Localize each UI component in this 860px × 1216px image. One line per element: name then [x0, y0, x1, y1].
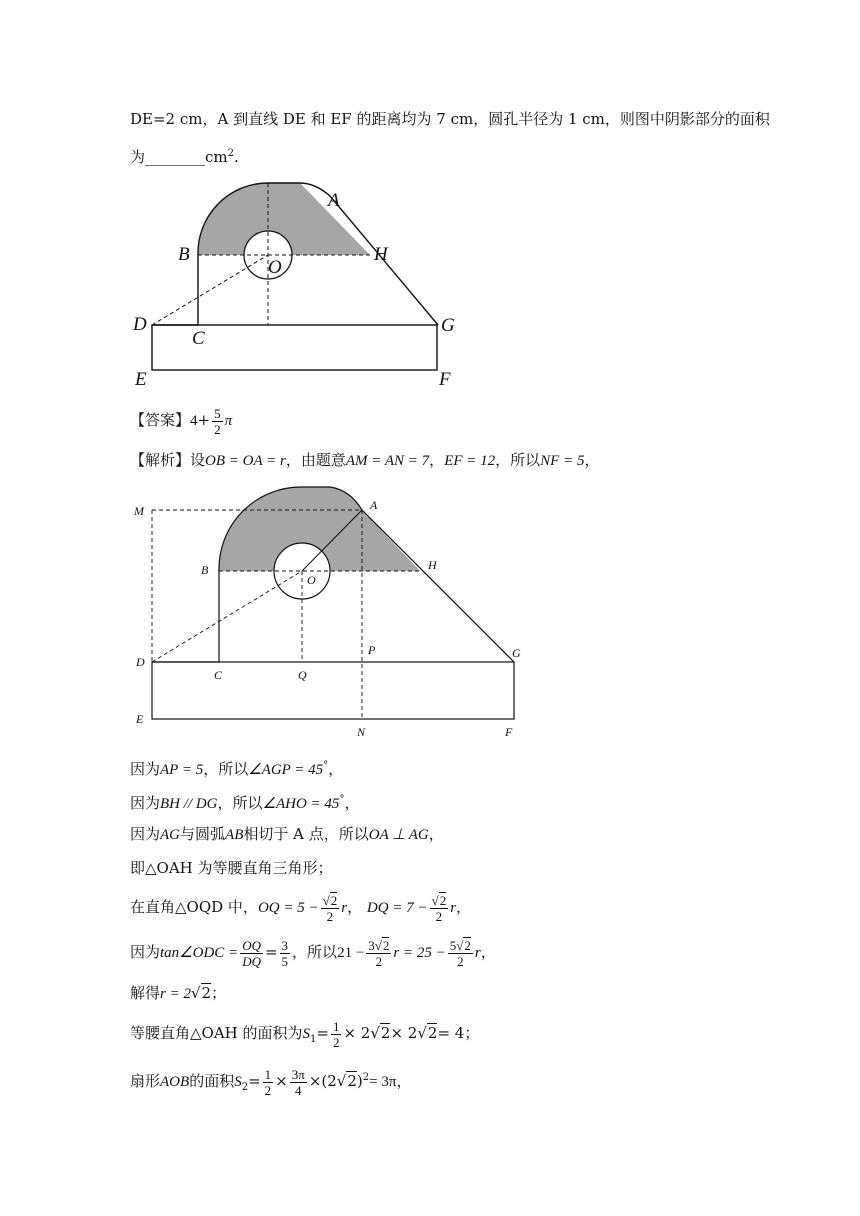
answer-blank: ________	[145, 148, 206, 166]
analysis-text-1: ，由题意	[285, 451, 346, 469]
analysis-text-3: ，所以	[495, 451, 541, 469]
fig1-label-D: D	[133, 314, 147, 335]
fig1-label-O: O	[268, 257, 282, 278]
unit-sup: 2	[227, 148, 235, 159]
answer-plus: +	[197, 411, 211, 429]
answer-pi: π	[224, 413, 233, 429]
fig2-label-G: G	[512, 646, 521, 660]
fig2-label-E: E	[136, 712, 144, 726]
step-5: 在直角△OQD 中，OQ = 5 − $\frac{√2}{2}$ r， DQ = 7 − $\frac{√2}{2}$ r，	[130, 892, 472, 924]
fig1-label-F: F	[439, 369, 451, 390]
fig2-label-Q: Q	[298, 668, 307, 682]
fig1-do-dash	[152, 255, 268, 325]
problem-line-1	[130, 108, 770, 130]
step-3: 因为AG与圆弧AB相切于 A 点，所以OA ⊥ AG，	[130, 825, 444, 843]
fig2-label-P: P	[368, 643, 376, 657]
analysis-label: 【解析】	[130, 451, 191, 469]
fig1-shading	[198, 183, 370, 279]
analysis-text-2: ，	[429, 451, 445, 469]
fig2-label-O: O	[307, 573, 316, 587]
step-7: 解得r = 2√2；	[130, 984, 227, 1002]
answer-line	[130, 403, 232, 437]
fig2-label-D: D	[136, 655, 145, 669]
fig2-label-C: C	[214, 668, 223, 682]
unit: cm	[205, 148, 228, 166]
problem-line-2	[130, 143, 239, 168]
fig1-label-G: G	[441, 315, 455, 336]
fig1-label-E: E	[135, 369, 147, 390]
eq-ob-oa: OB = OA = r	[205, 453, 286, 469]
fig2-label-B: B	[201, 563, 209, 577]
analysis-text-4: ，	[584, 451, 600, 469]
period: .	[234, 148, 239, 166]
eq-ef: EF = 12	[444, 453, 496, 469]
fig2-shading	[219, 487, 420, 599]
step-4: 即△OAH 为等腰直角三角形；	[130, 859, 333, 877]
fig2-label-M: M	[134, 504, 144, 518]
fig1-label-H: H	[374, 244, 388, 265]
fig2-label-N: N	[357, 725, 366, 739]
fig1-label-B: B	[178, 244, 190, 265]
answer-whole: 4	[190, 413, 198, 429]
problem-prefix: 为	[130, 148, 146, 166]
eq-am-an: AM = AN = 7	[345, 453, 430, 469]
eq-nf: NF = 5	[540, 453, 585, 469]
step-9: 扇形AOB的面积$S_2=$ $\frac{1}{2}$ × $\frac{3\pi}{4}$ $\times(2√2)^2= 3\pi$，	[130, 1066, 412, 1098]
figure-1	[130, 178, 470, 393]
answer-label: 【答案】	[130, 411, 191, 429]
fig2-label-A: A	[370, 498, 378, 512]
figure-2	[130, 480, 530, 742]
step-6: 因为tan∠ODC = $\frac{OQ}{DQ}$ = $\frac{3}{5}$ ，所以21 − $\frac{3√2}{2}$ r = 25 − $\frac{5√2}{2}$ r，	[130, 937, 496, 969]
fig1-label-A: A	[328, 190, 340, 211]
fig2-label-F: F	[505, 725, 513, 739]
step-8: 等腰直角△OAH 的面积为$S_1=$ $\frac{1}{2}$ × 2√2× 2√2= 4；	[130, 1018, 480, 1050]
fig1-label-C: C	[192, 328, 205, 349]
fig2-do-dash	[152, 571, 302, 662]
problem-text-1: DE=2 cm，A 到直线 DE 和 EF 的距离均为 7 cm，圆孔半径为 1 cm，则图中阴影部分的面积	[130, 110, 770, 128]
fig2-label-H: H	[428, 558, 437, 572]
answer-fraction: $\frac{5}{2}$	[214, 405, 221, 437]
fig2-base	[152, 662, 514, 719]
analysis-line	[130, 449, 599, 472]
analysis-intro: 设	[190, 451, 206, 469]
step-1: 因为AP = 5，所以∠AGP = 45°，	[130, 760, 344, 778]
step-2: 因为BH // DG，所以∠AHO = 45°，	[130, 794, 360, 812]
